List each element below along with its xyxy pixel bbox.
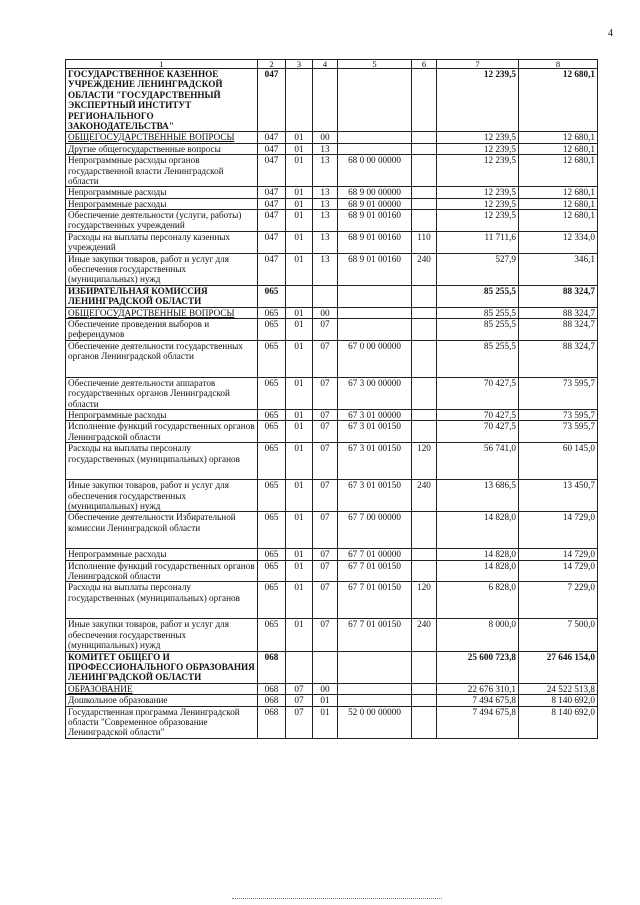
row-value-cell: 67 7 01 00000 bbox=[338, 549, 412, 560]
row-value-cell: 068 bbox=[258, 706, 286, 738]
table-row bbox=[66, 231, 598, 253]
row-value-cell: 67 3 01 00150 bbox=[338, 421, 412, 443]
row-label-cell: ИЗБИРАТЕЛЬНАЯ КОМИССИЯ ЛЕНИНГРАДСКОЙ ОБЛАСТИ bbox=[66, 285, 258, 307]
row-value-cell: 07 bbox=[313, 582, 338, 619]
row-value-cell bbox=[412, 560, 437, 582]
row-value-cell: 047 bbox=[258, 132, 286, 143]
row-value-cell: 065 bbox=[258, 619, 286, 651]
row-label-cell: Иные закупки товаров, работ и услуг для обеспечения государственных (муниципальных) нужд bbox=[66, 480, 258, 512]
row-value-cell: 346,1 bbox=[519, 253, 598, 285]
row-value-cell: 13 bbox=[313, 253, 338, 285]
row-value-cell: 13 686,5 bbox=[437, 480, 519, 512]
row-value-cell: 68 0 00 00000 bbox=[338, 155, 412, 187]
row-value-cell bbox=[286, 69, 313, 132]
row-value-cell: 68 9 00 00000 bbox=[338, 187, 412, 198]
row-label-cell: Непрограммные расходы bbox=[66, 409, 258, 420]
row-value-cell: 01 bbox=[286, 307, 313, 318]
row-value-cell: 12 680,1 bbox=[519, 132, 598, 143]
row-value-cell bbox=[313, 285, 338, 307]
row-value-cell bbox=[286, 651, 313, 683]
column-header: 2 bbox=[258, 60, 286, 69]
row-label-cell: Непрограммные расходы органов государственной власти Ленинградской области bbox=[66, 155, 258, 187]
row-value-cell: 12 680,1 bbox=[519, 198, 598, 209]
row-value-cell: 8 000,0 bbox=[437, 619, 519, 651]
row-value-cell: 065 bbox=[258, 377, 286, 409]
row-value-cell: 25 600 723,8 bbox=[437, 651, 519, 683]
table-row bbox=[66, 340, 598, 377]
row-value-cell bbox=[412, 683, 437, 694]
row-label-cell: Расходы на выплаты персоналу государственных (муниципальных) органов bbox=[66, 582, 258, 619]
row-value-cell: 01 bbox=[286, 318, 313, 340]
row-value-cell: 240 bbox=[412, 619, 437, 651]
row-value-cell bbox=[338, 695, 412, 706]
row-value-cell: 12 239,5 bbox=[437, 132, 519, 143]
row-value-cell: 68 9 01 00160 bbox=[338, 231, 412, 253]
row-value-cell: 047 bbox=[258, 210, 286, 232]
row-value-cell bbox=[412, 318, 437, 340]
row-value-cell: 01 bbox=[286, 377, 313, 409]
row-value-cell: 065 bbox=[258, 443, 286, 480]
table-row bbox=[66, 443, 598, 480]
table-row bbox=[66, 377, 598, 409]
table-row bbox=[66, 69, 598, 132]
row-value-cell: 01 bbox=[286, 143, 313, 154]
table-row bbox=[66, 683, 598, 694]
row-label-cell: Иные закупки товаров, работ и услуг для обеспечения государственных (муниципальных) нужд bbox=[66, 619, 258, 651]
table-row bbox=[66, 143, 598, 154]
row-label-cell: Обеспечение деятельности государственных органов Ленинградской области bbox=[66, 340, 258, 377]
row-value-cell: 13 bbox=[313, 187, 338, 198]
row-value-cell: 01 bbox=[286, 340, 313, 377]
row-value-cell: 065 bbox=[258, 318, 286, 340]
row-value-cell: 88 324,7 bbox=[519, 307, 598, 318]
row-label-cell: Дошкольное образование bbox=[66, 695, 258, 706]
column-header: 1 bbox=[66, 60, 258, 69]
row-value-cell: 047 bbox=[258, 253, 286, 285]
row-value-cell: 12 239,5 bbox=[437, 69, 519, 132]
row-value-cell: 11 711,6 bbox=[437, 231, 519, 253]
row-value-cell: 12 680,1 bbox=[519, 155, 598, 187]
row-value-cell: 01 bbox=[286, 443, 313, 480]
row-value-cell bbox=[412, 155, 437, 187]
table-row bbox=[66, 421, 598, 443]
row-value-cell: 70 427,5 bbox=[437, 409, 519, 420]
row-value-cell bbox=[412, 187, 437, 198]
row-value-cell: 01 bbox=[313, 695, 338, 706]
row-value-cell: 01 bbox=[286, 560, 313, 582]
column-header: 5 bbox=[338, 60, 412, 69]
row-value-cell: 85 255,5 bbox=[437, 340, 519, 377]
row-value-cell bbox=[412, 307, 437, 318]
row-value-cell: 27 646 154,0 bbox=[519, 651, 598, 683]
row-value-cell: 14 828,0 bbox=[437, 560, 519, 582]
row-value-cell bbox=[412, 549, 437, 560]
row-value-cell: 047 bbox=[258, 143, 286, 154]
row-value-cell: 12 680,1 bbox=[519, 187, 598, 198]
row-value-cell: 00 bbox=[313, 307, 338, 318]
row-value-cell: 12 680,1 bbox=[519, 210, 598, 232]
row-label-cell: ОБЩЕГОСУДАРСТВЕННЫЕ ВОПРОСЫ bbox=[66, 307, 258, 318]
row-value-cell: 07 bbox=[286, 695, 313, 706]
row-value-cell: 6 828,0 bbox=[437, 582, 519, 619]
row-value-cell: 07 bbox=[286, 706, 313, 738]
row-value-cell: 73 595,7 bbox=[519, 421, 598, 443]
row-value-cell bbox=[412, 340, 437, 377]
row-value-cell: 7 500,0 bbox=[519, 619, 598, 651]
row-value-cell bbox=[412, 512, 437, 549]
row-value-cell bbox=[338, 307, 412, 318]
row-value-cell: 7 494 675,8 bbox=[437, 695, 519, 706]
row-value-cell bbox=[412, 198, 437, 209]
table-row bbox=[66, 582, 598, 619]
row-value-cell: 13 450,7 bbox=[519, 480, 598, 512]
row-value-cell: 14 729,0 bbox=[519, 549, 598, 560]
row-label-cell: Непрограммные расходы bbox=[66, 187, 258, 198]
table-row bbox=[66, 549, 598, 560]
row-value-cell: 13 bbox=[313, 210, 338, 232]
row-value-cell: 047 bbox=[258, 69, 286, 132]
row-value-cell: 73 595,7 bbox=[519, 409, 598, 420]
row-value-cell: 85 255,5 bbox=[437, 318, 519, 340]
row-value-cell: 01 bbox=[286, 132, 313, 143]
table-row bbox=[66, 651, 598, 683]
row-label-cell: ОБЩЕГОСУДАРСТВЕННЫЕ ВОПРОСЫ bbox=[66, 132, 258, 143]
row-value-cell: 14 729,0 bbox=[519, 512, 598, 549]
row-value-cell: 67 7 01 00150 bbox=[338, 619, 412, 651]
row-value-cell: 67 3 01 00150 bbox=[338, 443, 412, 480]
row-value-cell: 01 bbox=[286, 155, 313, 187]
row-value-cell: 01 bbox=[286, 198, 313, 209]
row-value-cell bbox=[338, 651, 412, 683]
table-row bbox=[66, 210, 598, 232]
row-label-cell: Иные закупки товаров, работ и услуг для обеспечения государственных (муниципальных) нужд bbox=[66, 253, 258, 285]
row-value-cell: 68 9 01 00160 bbox=[338, 210, 412, 232]
table-row bbox=[66, 619, 598, 651]
row-value-cell bbox=[412, 421, 437, 443]
row-label-cell: ОБРАЗОВАНИЕ bbox=[66, 683, 258, 694]
row-value-cell: 01 bbox=[286, 409, 313, 420]
column-header: 3 bbox=[286, 60, 313, 69]
row-value-cell bbox=[412, 377, 437, 409]
column-header: 8 bbox=[519, 60, 598, 69]
row-value-cell: 065 bbox=[258, 409, 286, 420]
row-value-cell: 240 bbox=[412, 480, 437, 512]
row-value-cell bbox=[338, 69, 412, 132]
row-value-cell: 85 255,5 bbox=[437, 307, 519, 318]
row-value-cell: 70 427,5 bbox=[437, 377, 519, 409]
table-row bbox=[66, 512, 598, 549]
table-row bbox=[66, 307, 598, 318]
row-value-cell: 07 bbox=[313, 377, 338, 409]
row-value-cell: 07 bbox=[313, 619, 338, 651]
row-value-cell: 065 bbox=[258, 582, 286, 619]
row-value-cell: 527,9 bbox=[437, 253, 519, 285]
row-value-cell: 068 bbox=[258, 651, 286, 683]
row-value-cell: 065 bbox=[258, 512, 286, 549]
row-value-cell: 065 bbox=[258, 340, 286, 377]
row-label-cell: Непрограммные расходы bbox=[66, 549, 258, 560]
row-value-cell: 13 bbox=[313, 155, 338, 187]
row-value-cell: 73 595,7 bbox=[519, 377, 598, 409]
row-label-cell: КОМИТЕТ ОБЩЕГО И ПРОФЕССИОНАЛЬНОГО ОБРАЗОВАНИЯ ЛЕНИНГРАДСКОЙ ОБЛАСТИ bbox=[66, 651, 258, 683]
row-value-cell: 01 bbox=[286, 582, 313, 619]
row-value-cell: 00 bbox=[313, 132, 338, 143]
row-value-cell: 065 bbox=[258, 421, 286, 443]
row-value-cell: 24 522 513,8 bbox=[519, 683, 598, 694]
row-value-cell: 00 bbox=[313, 683, 338, 694]
row-value-cell: 07 bbox=[313, 443, 338, 480]
row-value-cell: 67 3 01 00000 bbox=[338, 409, 412, 420]
row-value-cell: 07 bbox=[313, 512, 338, 549]
table-row bbox=[66, 560, 598, 582]
row-value-cell: 12 680,1 bbox=[519, 143, 598, 154]
row-value-cell: 67 3 00 00000 bbox=[338, 377, 412, 409]
table-row bbox=[66, 480, 598, 512]
row-value-cell: 110 bbox=[412, 231, 437, 253]
row-value-cell: 01 bbox=[286, 619, 313, 651]
row-value-cell bbox=[412, 285, 437, 307]
row-value-cell bbox=[412, 132, 437, 143]
row-value-cell: 07 bbox=[313, 340, 338, 377]
row-value-cell: 065 bbox=[258, 560, 286, 582]
row-label-cell: Обеспечение деятельности Избирательной комиссии Ленинградской области bbox=[66, 512, 258, 549]
row-value-cell: 88 324,7 bbox=[519, 340, 598, 377]
row-label-cell: Исполнение функций государственных органов Ленинградской области bbox=[66, 560, 258, 582]
row-value-cell: 52 0 00 00000 bbox=[338, 706, 412, 738]
table-row bbox=[66, 198, 598, 209]
row-value-cell: 120 bbox=[412, 443, 437, 480]
row-value-cell: 07 bbox=[313, 318, 338, 340]
row-value-cell: 01 bbox=[286, 421, 313, 443]
row-value-cell: 68 9 01 00160 bbox=[338, 253, 412, 285]
row-value-cell: 13 bbox=[313, 231, 338, 253]
row-value-cell: 01 bbox=[286, 253, 313, 285]
row-value-cell: 70 427,5 bbox=[437, 421, 519, 443]
row-value-cell: 065 bbox=[258, 549, 286, 560]
row-value-cell: 065 bbox=[258, 307, 286, 318]
row-value-cell: 065 bbox=[258, 285, 286, 307]
row-value-cell: 68 9 01 00000 bbox=[338, 198, 412, 209]
row-label-cell: Другие общегосударственные вопросы bbox=[66, 143, 258, 154]
row-value-cell: 01 bbox=[286, 480, 313, 512]
row-value-cell: 01 bbox=[313, 706, 338, 738]
row-value-cell: 67 3 01 00150 bbox=[338, 480, 412, 512]
row-value-cell: 07 bbox=[313, 480, 338, 512]
row-value-cell: 7 229,0 bbox=[519, 582, 598, 619]
column-header: 4 bbox=[313, 60, 338, 69]
column-header: 7 bbox=[437, 60, 519, 69]
row-value-cell bbox=[313, 69, 338, 132]
row-value-cell: 12 239,5 bbox=[437, 155, 519, 187]
row-value-cell bbox=[412, 651, 437, 683]
row-value-cell: 67 7 01 00150 bbox=[338, 560, 412, 582]
row-value-cell bbox=[412, 409, 437, 420]
row-label-cell: Непрограммные расходы bbox=[66, 198, 258, 209]
table-row bbox=[66, 253, 598, 285]
row-value-cell: 22 676 310,1 bbox=[437, 683, 519, 694]
row-value-cell: 12 239,5 bbox=[437, 187, 519, 198]
row-value-cell: 13 bbox=[313, 198, 338, 209]
row-value-cell bbox=[338, 285, 412, 307]
row-value-cell: 13 bbox=[313, 143, 338, 154]
table-row bbox=[66, 187, 598, 198]
row-value-cell: 01 bbox=[286, 549, 313, 560]
table-row bbox=[66, 695, 598, 706]
row-value-cell: 07 bbox=[313, 409, 338, 420]
row-value-cell: 8 140 692,0 bbox=[519, 695, 598, 706]
page-number: 4 bbox=[608, 28, 613, 39]
row-value-cell bbox=[412, 210, 437, 232]
row-label-cell: Исполнение функций государственных органов Ленинградской области bbox=[66, 421, 258, 443]
row-value-cell bbox=[313, 651, 338, 683]
row-value-cell: 07 bbox=[286, 683, 313, 694]
row-value-cell: 047 bbox=[258, 155, 286, 187]
row-value-cell: 068 bbox=[258, 683, 286, 694]
row-value-cell: 88 324,7 bbox=[519, 318, 598, 340]
row-value-cell: 7 494 675,8 bbox=[437, 706, 519, 738]
row-value-cell: 14 729,0 bbox=[519, 560, 598, 582]
row-value-cell: 240 bbox=[412, 253, 437, 285]
row-value-cell: 068 bbox=[258, 695, 286, 706]
row-label-cell: Обеспечение деятельности (услуги, работы) государственных учреждений bbox=[66, 210, 258, 232]
row-label-cell: Расходы на выплаты персоналу казенных учреждений bbox=[66, 231, 258, 253]
row-value-cell: 56 741,0 bbox=[437, 443, 519, 480]
row-value-cell: 047 bbox=[258, 198, 286, 209]
row-value-cell bbox=[412, 143, 437, 154]
row-value-cell bbox=[338, 132, 412, 143]
column-header-row bbox=[66, 60, 598, 69]
row-value-cell: 01 bbox=[286, 512, 313, 549]
row-value-cell: 60 145,0 bbox=[519, 443, 598, 480]
row-value-cell: 12 239,5 bbox=[437, 198, 519, 209]
row-value-cell: 12 239,5 bbox=[437, 143, 519, 154]
budget-table bbox=[65, 59, 598, 739]
row-value-cell bbox=[338, 143, 412, 154]
row-value-cell: 67 7 01 00150 bbox=[338, 582, 412, 619]
row-value-cell: 01 bbox=[286, 210, 313, 232]
row-value-cell: 047 bbox=[258, 231, 286, 253]
row-value-cell: 120 bbox=[412, 582, 437, 619]
row-value-cell: 01 bbox=[286, 231, 313, 253]
footer-divider bbox=[232, 898, 442, 899]
row-label-cell: Обеспечение проведения выборов и референдумов bbox=[66, 318, 258, 340]
table-row bbox=[66, 706, 598, 738]
row-value-cell: 07 bbox=[313, 560, 338, 582]
row-value-cell: 88 324,7 bbox=[519, 285, 598, 307]
table-row bbox=[66, 285, 598, 307]
row-value-cell: 065 bbox=[258, 480, 286, 512]
row-value-cell bbox=[338, 318, 412, 340]
row-value-cell bbox=[286, 285, 313, 307]
row-value-cell: 047 bbox=[258, 187, 286, 198]
row-value-cell: 12 680,1 bbox=[519, 69, 598, 132]
row-value-cell bbox=[412, 69, 437, 132]
table-row bbox=[66, 409, 598, 420]
row-value-cell: 14 828,0 bbox=[437, 512, 519, 549]
row-label-cell: Обеспечение деятельности аппаратов государственных органов Ленинградской области bbox=[66, 377, 258, 409]
row-label-cell: Расходы на выплаты персоналу государственных (муниципальных) органов bbox=[66, 443, 258, 480]
row-label-cell: Государственная программа Ленинградской области "Современное образование Ленинградской области" bbox=[66, 706, 258, 738]
row-value-cell: 12 239,5 bbox=[437, 210, 519, 232]
row-value-cell bbox=[412, 706, 437, 738]
row-value-cell: 67 0 00 00000 bbox=[338, 340, 412, 377]
table-row bbox=[66, 318, 598, 340]
column-header: 6 bbox=[412, 60, 437, 69]
row-value-cell: 14 828,0 bbox=[437, 549, 519, 560]
row-value-cell: 8 140 692,0 bbox=[519, 706, 598, 738]
row-value-cell bbox=[412, 695, 437, 706]
row-value-cell: 07 bbox=[313, 421, 338, 443]
row-value-cell: 07 bbox=[313, 549, 338, 560]
row-label-cell: ГОСУДАРСТВЕННОЕ КАЗЕННОЕ УЧРЕЖДЕНИЕ ЛЕНИНГРАДСКОЙ ОБЛАСТИ "ГОСУДАРСТВЕННЫЙ ЭКСПЕРТНЫЙ ИНСТИТУТ РЕГИОНАЛЬНОГО ЗАКОНОДАТЕЛЬСТВА" bbox=[66, 69, 258, 132]
table-row bbox=[66, 132, 598, 143]
row-value-cell: 85 255,5 bbox=[437, 285, 519, 307]
row-value-cell: 01 bbox=[286, 187, 313, 198]
table-row bbox=[66, 155, 598, 187]
row-value-cell: 67 7 00 00000 bbox=[338, 512, 412, 549]
row-value-cell: 12 334,0 bbox=[519, 231, 598, 253]
row-value-cell bbox=[338, 683, 412, 694]
